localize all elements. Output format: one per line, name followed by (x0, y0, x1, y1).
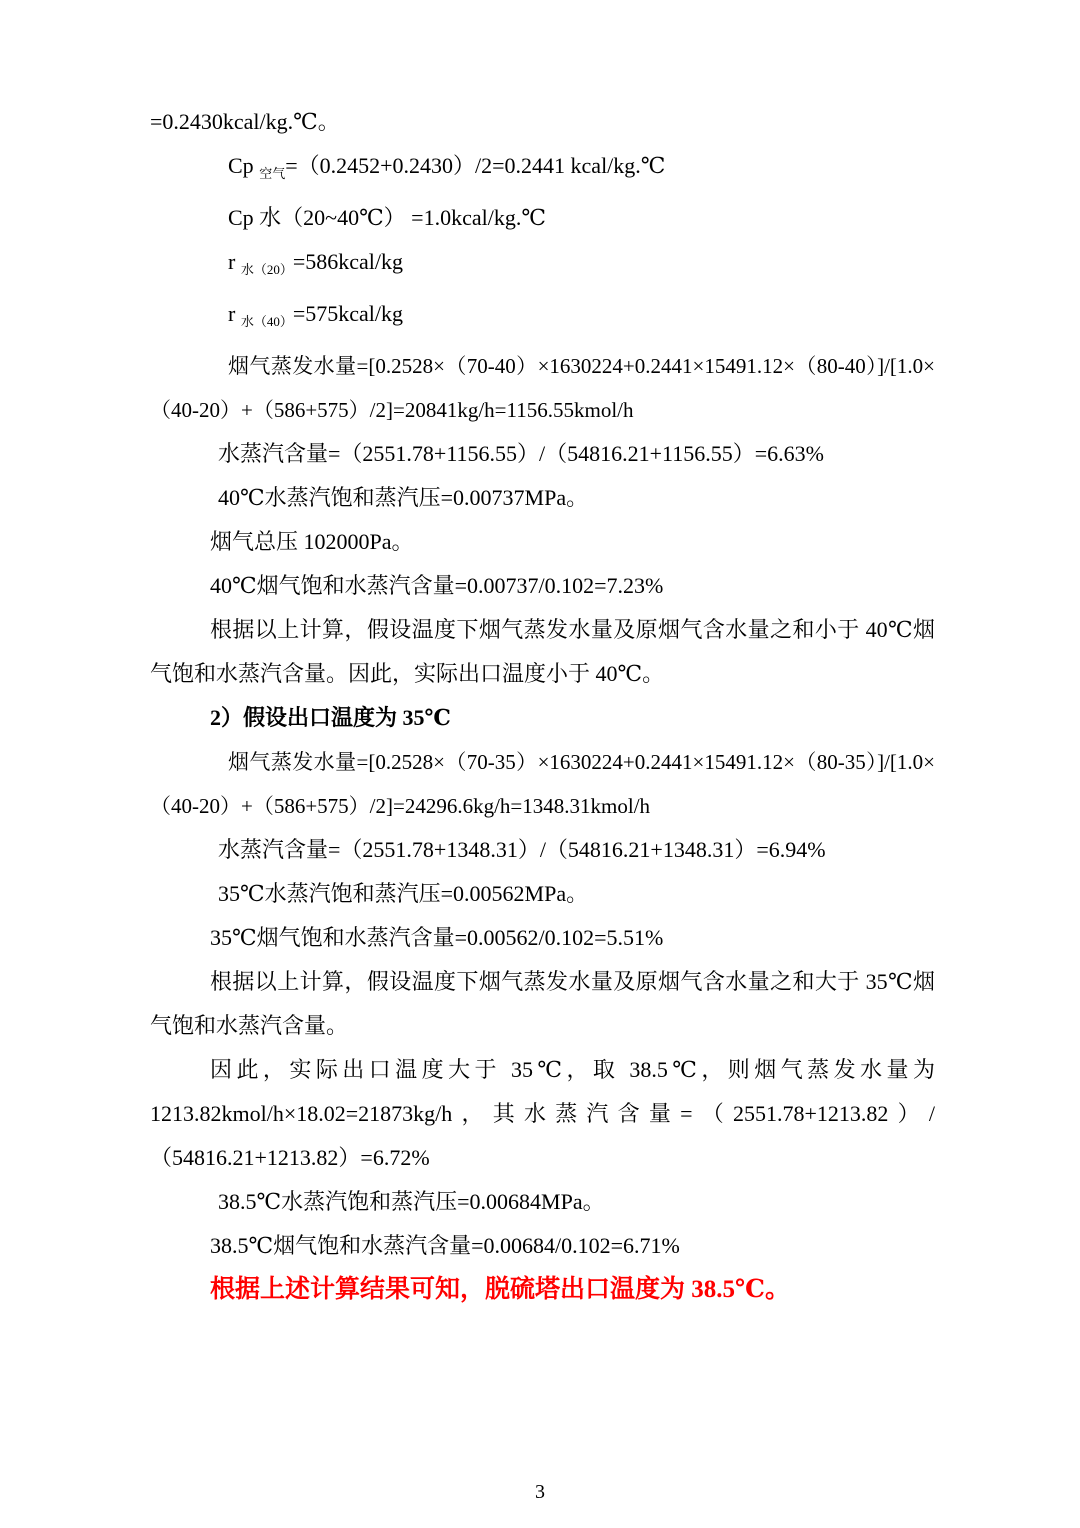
line-sat-vapor-pressure-35: 35℃水蒸汽饱和蒸汽压=0.00562MPa。 (218, 881, 589, 906)
formula-evaporation-35: 烟气蒸发水量=[0.2528×（70-35）×1630224+0.2441×15491.12×（80-35）]/[1.0×（40-20）+（586+575）/2]=24296.6kg/h=1348.31kmol/h (150, 750, 935, 818)
line-sat-vapor-pressure-40: 40℃水蒸汽饱和蒸汽压=0.00737MPa。 (218, 485, 589, 510)
formula-latent-heat-40-value: =575kcal/kg (292, 301, 404, 326)
line-sat-moisture-35: 35℃烟气饱和水蒸汽含量=0.00562/0.102=5.51% (210, 925, 664, 950)
para-final-calculation-38-5: 因此，实际出口温度大于 35℃，取 38.5℃，则烟气蒸发水量为 1213.82kmol/h×18.02=21873kg/h，其水蒸汽含量=（2551.78+1213.82）/（54816.21+1213.82）=6.72% (150, 1057, 935, 1170)
final-conclusion-red: 根据上述计算结果可知，脱硫塔出口温度为 38.5℃。 (210, 1276, 790, 1303)
line-sat-moisture-40: 40℃烟气饱和水蒸汽含量=0.00737/0.102=7.23% (210, 573, 664, 598)
formula-cp-water: Cp 水（20~40℃） =1.0kcal/kg.℃ (228, 205, 546, 230)
heading-assume-outlet-35: 2）假设出口温度为 35℃ (210, 705, 451, 730)
line-sat-moisture-38-5: 38.5℃烟气饱和水蒸汽含量=0.00684/0.102=6.71% (210, 1233, 680, 1258)
formula-latent-heat-40-symbol: r (228, 301, 241, 326)
formula-cp-air-subscript: 空气 (259, 166, 286, 181)
formula-moisture-content-40: 水蒸汽含量=（2551.78+1156.55）/（54816.21+1156.55）=6.63% (218, 441, 824, 466)
line-sat-vapor-pressure-38-5: 38.5℃水蒸汽饱和蒸汽压=0.00684MPa。 (218, 1189, 605, 1214)
formula-latent-heat-20-subscript: 水（20） (240, 262, 293, 277)
continued-line-cp-value: =0.2430kcal/kg.℃。 (150, 109, 340, 134)
formula-latent-heat-20-value: =586kcal/kg (292, 249, 404, 274)
para-conclusion-above-35: 根据以上计算，假设温度下烟气蒸发水量及原烟气含水量之和大于 35℃烟气饱和水蒸汽含量。 (150, 969, 935, 1038)
formula-latent-heat-20 (150, 240, 935, 292)
formula-cp-air-symbol: Cp (228, 153, 260, 178)
formula-evaporation-40: 烟气蒸发水量=[0.2528×（70-40）×1630224+0.2441×15491.12×（80-40）]/[1.0×（40-20）+（586+575）/2]=20841kg/h=1156.55kmol/h (150, 354, 935, 422)
formula-cp-air (150, 144, 935, 196)
document-body (150, 100, 935, 1312)
formula-cp-air-value: =（0.2452+0.2430）/2=0.2441 kcal/kg.℃ (285, 153, 666, 178)
formula-latent-heat-40 (150, 292, 935, 344)
formula-latent-heat-40-subscript: 水（40） (240, 314, 293, 329)
line-total-pressure: 烟气总压 102000Pa。 (210, 529, 414, 554)
para-conclusion-below-40: 根据以上计算，假设温度下烟气蒸发水量及原烟气含水量之和小于 40℃烟气饱和水蒸汽含量。因此，实际出口温度小于 40℃。 (150, 617, 935, 686)
page-number: 3 (535, 1481, 545, 1503)
formula-latent-heat-20-symbol: r (228, 249, 241, 274)
formula-moisture-content-35: 水蒸汽含量=（2551.78+1348.31）/（54816.21+1348.31）=6.94% (218, 837, 826, 862)
